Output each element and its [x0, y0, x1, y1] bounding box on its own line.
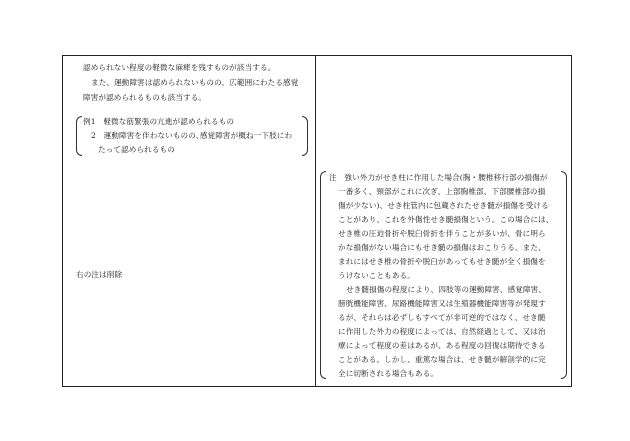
- deletion-note: 右の注は削除: [76, 270, 123, 279]
- paragraph-line: 認められない程度の軽微な麻痺を残すものが該当する。: [83, 63, 276, 72]
- note-line: せき髄損傷の程度により、四肢等の運動障害、感覚障害、: [346, 285, 547, 294]
- example-line: 例1 軽微な筋緊張の亢進が認められるもの: [83, 117, 235, 126]
- note-line: 一番多く、頸部がこれに次ぎ、上部胸椎部、下部腰椎部の損: [338, 187, 546, 196]
- note-line: 膀胱機能障害、尿路機能障害又は生殖器機能障害等が発現す: [338, 299, 546, 308]
- note-line: 療によって程度の差はあるが、ある程度の回復は期待できる: [338, 341, 546, 350]
- note-line: 注 強い外力がせき柱に作用した場合(胸・腰椎移行部の損傷が: [329, 173, 548, 182]
- note-bracket-left: [320, 171, 326, 379]
- example-line: 2 運動障害を伴わないものの､感覚障害が概ね一下肢にわ: [91, 131, 293, 140]
- example-bracket-left: [76, 116, 82, 156]
- note-line: かな損傷がない場合にもせき髄の損傷はおこりうる。また、: [338, 243, 546, 252]
- note-line: まれにはせき椎の骨折や脱臼があってもせき髄が全く損傷を: [338, 257, 546, 266]
- note-line: せき椎の圧迫骨折や脱臼骨折を伴うことが多いが、骨に明ら: [338, 229, 546, 238]
- paragraph-line: 障害が認められるものも該当する。: [83, 93, 207, 102]
- note-line: ことがあり、これを外傷性せき髄損傷という。この場合には、: [338, 215, 554, 224]
- note-line: るが、それらは必ずしもすべてが非可逆的ではなく、せき髄: [338, 313, 546, 322]
- note-line: うけないこともある。: [338, 271, 415, 280]
- note-line: 全に切断される場合もある。: [338, 369, 439, 378]
- column-divider: [315, 55, 316, 387]
- note-line: 傷が少ない)、せき柱管内に包蔵されたせき髄が損傷を受ける: [338, 201, 549, 210]
- note-line: ことがある。しかし、重篤な場合は、せき髄が解剖学的に完: [338, 355, 546, 364]
- note-bracket-right: [561, 171, 567, 379]
- paragraph-line: また、運動障害は認められないものの、広範囲にわたる感覚: [91, 78, 299, 87]
- example-line: たって認められるもの: [98, 145, 175, 154]
- example-bracket-right: [302, 116, 308, 156]
- note-line: に作用した外力の程度によっては、自然経過として、又は治: [338, 327, 546, 336]
